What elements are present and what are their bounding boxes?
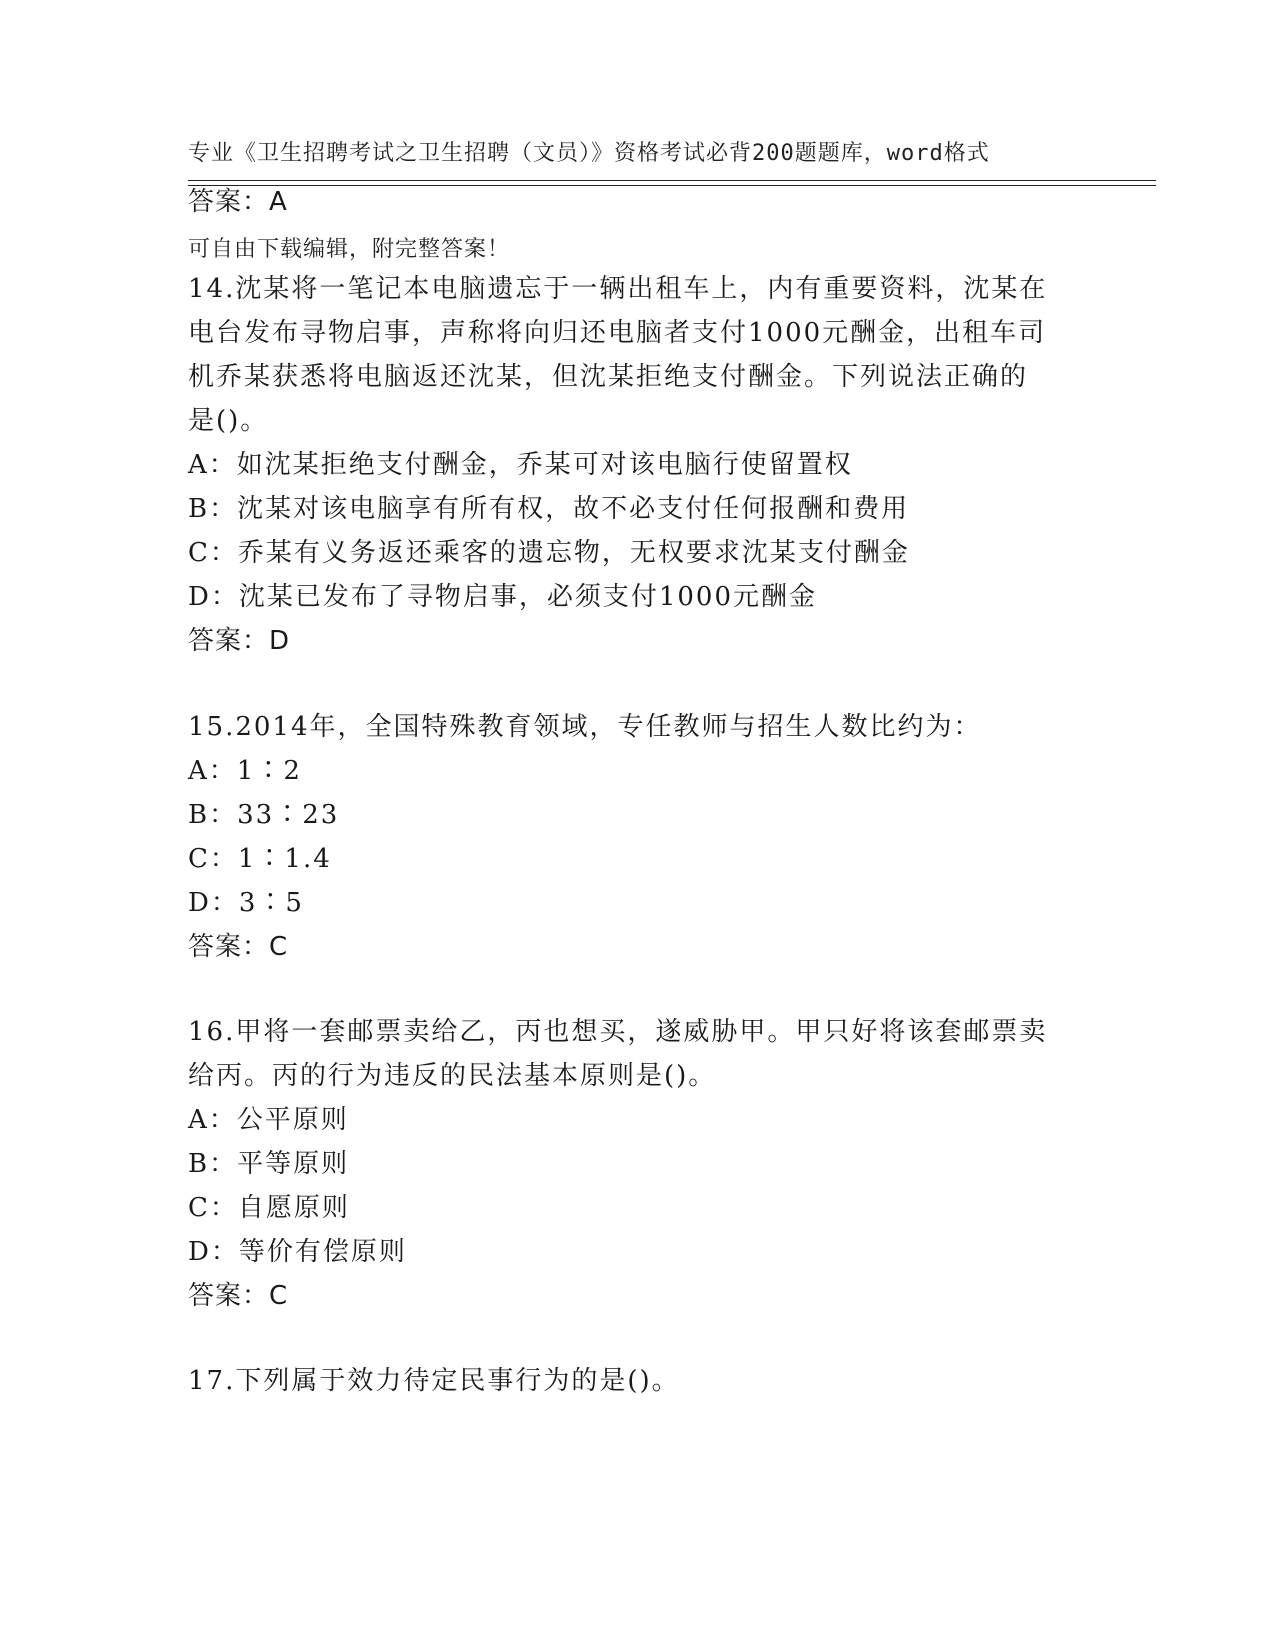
q14-option-c: C：乔某有义务返还乘客的遗忘物，无权要求沈某支付酬金 (188, 538, 910, 568)
q15-option-b: B：33∶23 (188, 800, 340, 830)
header-rule-bottom (188, 185, 1156, 186)
q16-answer: 答案：C (188, 1281, 289, 1311)
q14-text-line-2: 电台发布寻物启事，声称将向归还电脑者支付1000元酬金，出租车司 (188, 318, 1047, 348)
q14-option-d: D：沈某已发布了寻物启事，必须支付1000元酬金 (188, 582, 818, 612)
q14-text-line-1: 14.沈某将一笔记本电脑遗忘于一辆出租车上，内有重要资料，沈某在 (188, 274, 1048, 304)
q16-option-a: A：公平原则 (188, 1105, 349, 1135)
q14-text-line-4: 是()。 (188, 406, 269, 436)
q17-text-line-1: 17.下列属于效力待定民事行为的是()。 (188, 1366, 680, 1396)
answer-13: 答案：A (188, 187, 288, 217)
q14-text-line-3: 机乔某获悉将电脑返还沈某，但沈某拒绝支付酬金。下列说法正确的 (188, 362, 1029, 392)
q15-option-c: C：1∶1.4 (188, 844, 332, 874)
q15-text-line-1: 15.2014年，全国特殊教育领域，专任教师与招生人数比约为： (188, 712, 982, 742)
q15-answer: 答案：C (188, 932, 289, 962)
q15-option-d: D：3∶5 (188, 888, 304, 918)
q16-option-d: D：等价有偿原则 (188, 1237, 407, 1267)
q14-answer: 答案：D (188, 626, 291, 656)
q14-option-a: A：如沈某拒绝支付酬金，乔某可对该电脑行使留置权 (188, 450, 853, 480)
header-line-1: 专业《卫生招聘考试之卫生招聘（文员）》资格考试必背200题题库，word格式 (188, 141, 990, 166)
q15-option-a: A：1∶2 (188, 756, 302, 786)
q16-text-line-1: 16.甲将一套邮票卖给乙，丙也想买，遂威胁甲。甲只好将该套邮票卖 (188, 1017, 1048, 1047)
header-line-2: 可自由下载编辑，附完整答案！ (188, 237, 511, 262)
header-rule-top (188, 180, 1156, 181)
q14-option-b: B：沈某对该电脑享有所有权，故不必支付任何报酬和费用 (188, 494, 910, 524)
q16-option-b: B：平等原则 (188, 1149, 350, 1179)
q16-option-c: C：自愿原则 (188, 1193, 350, 1223)
q16-text-line-2: 给丙。丙的行为违反的民法基本原则是()。 (188, 1061, 717, 1091)
